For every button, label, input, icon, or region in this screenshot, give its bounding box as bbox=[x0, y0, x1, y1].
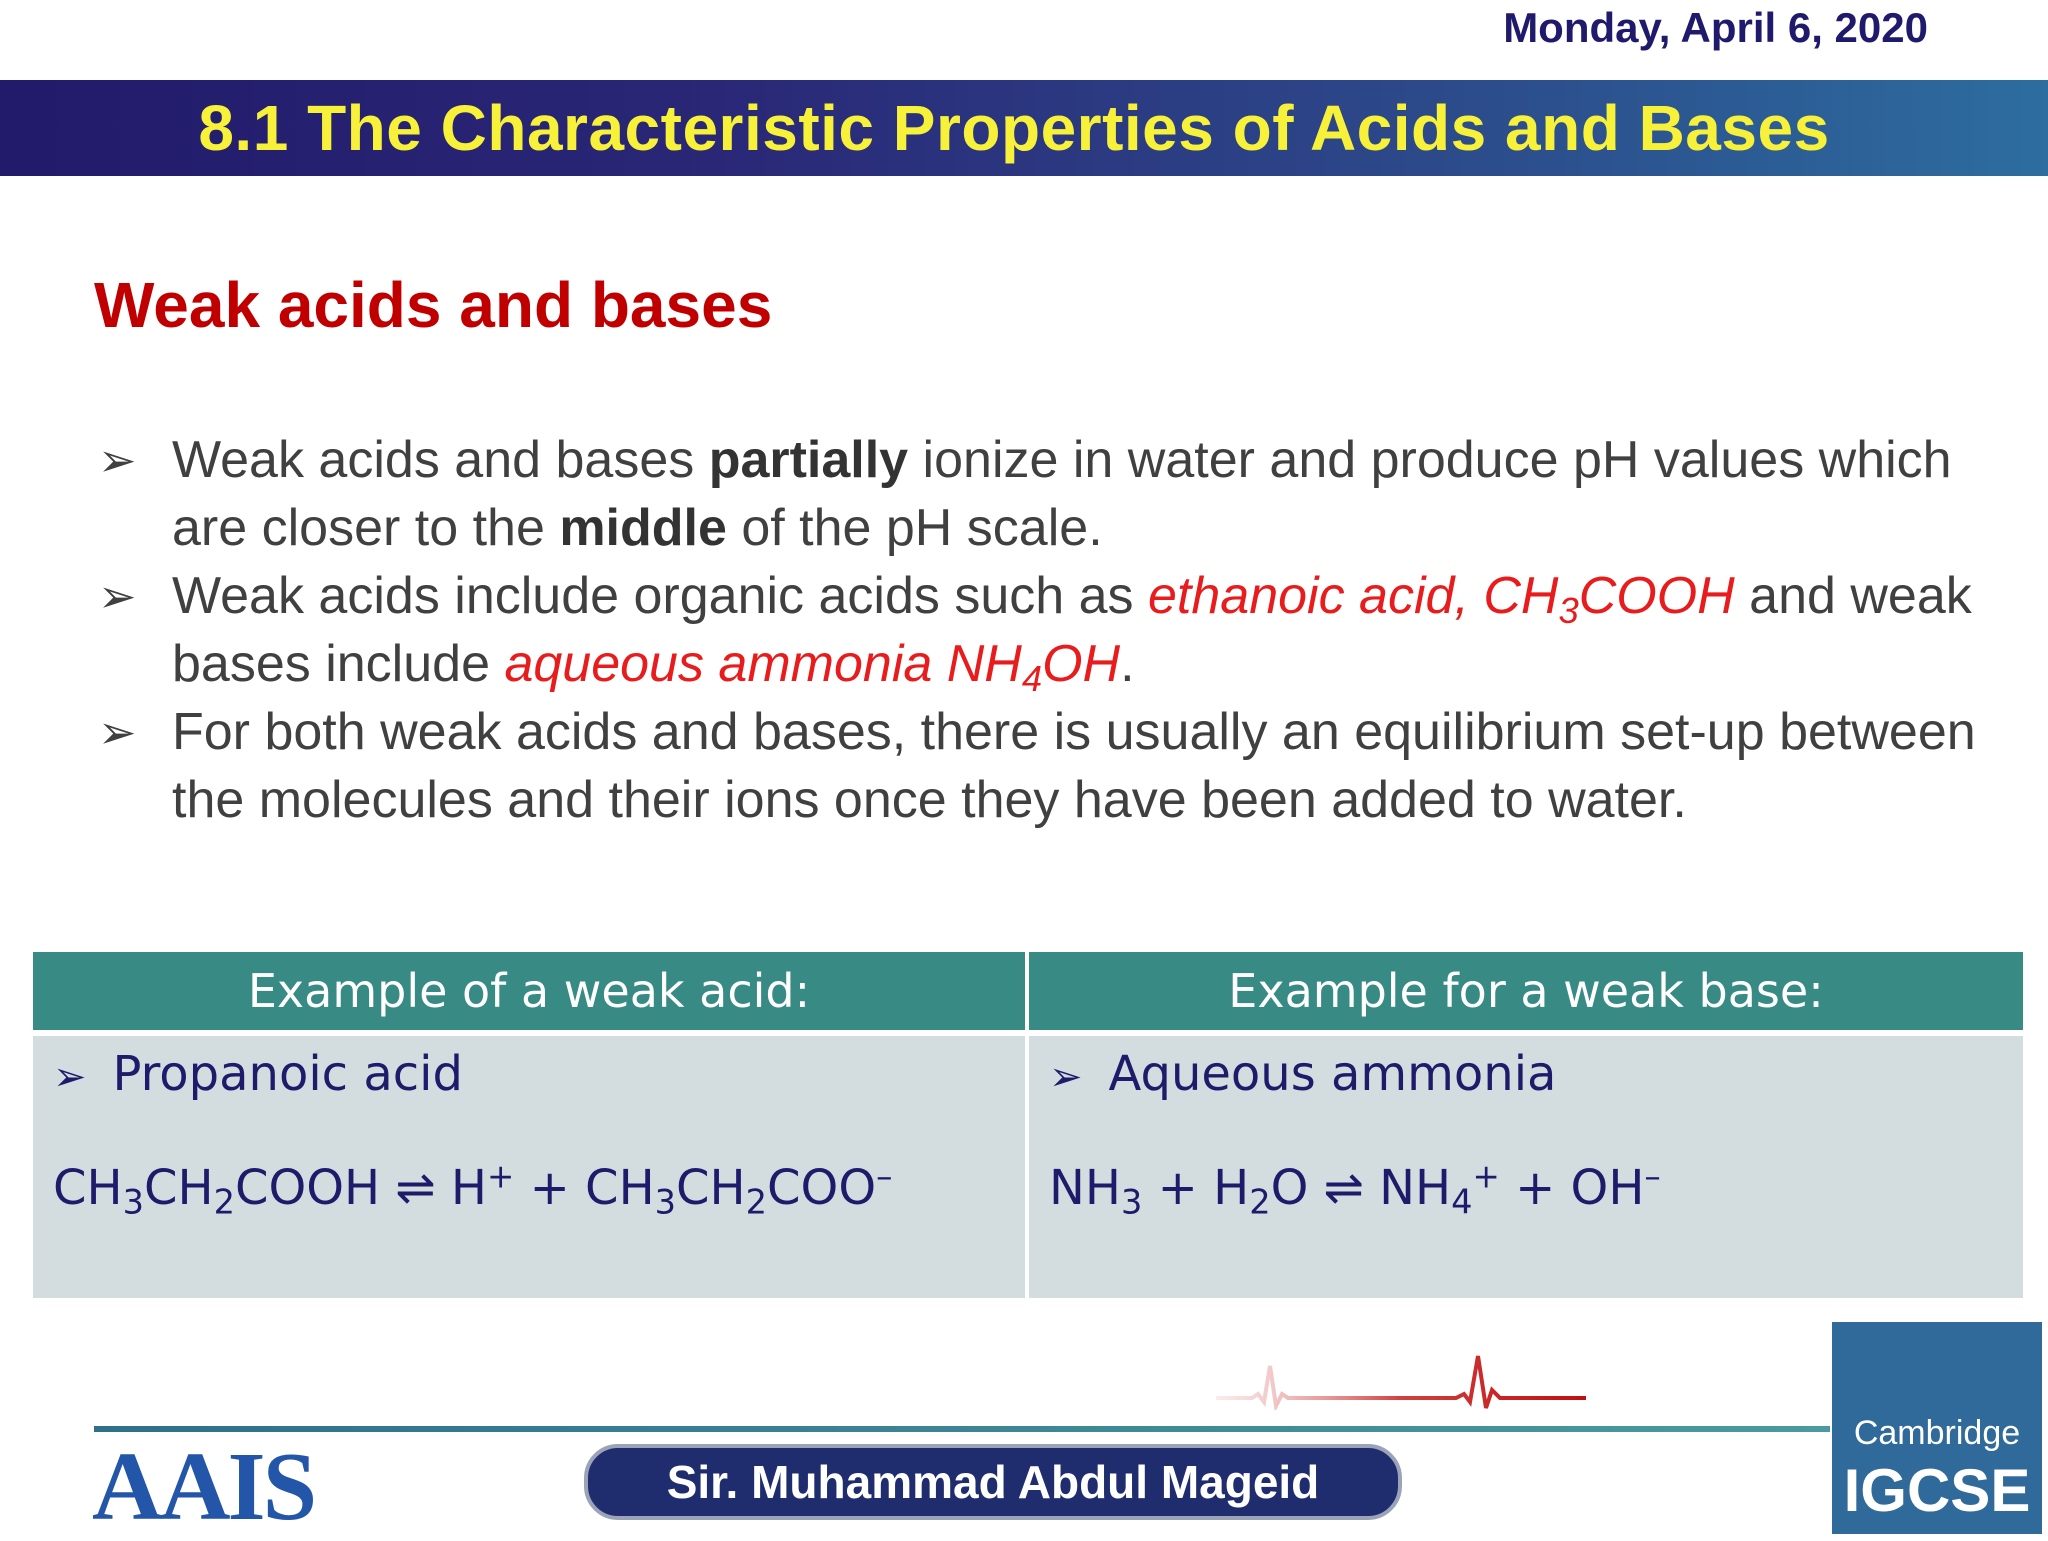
aais-logo: AAIS bbox=[92, 1433, 315, 1541]
presenter-name-text: Sir. Muhammad Abdul Mageid bbox=[666, 1456, 1320, 1508]
base-example-item bbox=[1049, 1046, 1556, 1102]
highlight-text-part: OH bbox=[1042, 635, 1121, 693]
bullet-item bbox=[96, 426, 2026, 562]
bullet-text: . bbox=[1120, 635, 1135, 693]
badge-line-1: Cambridge bbox=[1853, 1414, 2021, 1452]
emphasis-text: partially bbox=[708, 431, 909, 489]
title-bar bbox=[0, 80, 2048, 176]
arrow-bullet-icon: ➢ bbox=[98, 570, 137, 622]
highlight-text bbox=[504, 635, 1121, 700]
arrow-bullet-icon: ➢ bbox=[53, 1054, 87, 1100]
footer-divider bbox=[94, 1426, 1830, 1432]
acid-equation: $CH_3CH_2COOH$ ⇌ $H^+ + CH_3CH_2COO^-$ bbox=[53, 1157, 893, 1222]
slide-date: Monday, April 6, 2020 bbox=[1503, 4, 1928, 51]
bullet-text: and weak bases include bbox=[172, 567, 1972, 693]
arrow-bullet-icon: ➢ bbox=[1049, 1054, 1083, 1100]
bullet-text: of the pH scale. bbox=[726, 499, 1103, 557]
badge-line-2: IGCSE bbox=[1843, 1457, 2031, 1524]
highlight-text bbox=[1148, 567, 1735, 632]
base-example-label: Aqueous ammonia bbox=[1108, 1046, 1557, 1102]
acid-example-item bbox=[53, 1046, 463, 1102]
table-cell-base bbox=[1029, 1036, 2023, 1298]
emphasis-text: middle bbox=[559, 499, 727, 557]
highlight-text-part: aqueous ammonia NH bbox=[504, 635, 1022, 693]
bullet-text: Weak acids include organic acids such as bbox=[172, 567, 1148, 625]
acid-example-label: Propanoic acid bbox=[112, 1046, 463, 1102]
arrow-bullet-icon: ➢ bbox=[98, 706, 137, 758]
subscript: 4 bbox=[1021, 658, 1043, 700]
bullet-list bbox=[96, 426, 2026, 834]
table-header-acid: Example of a weak acid: bbox=[33, 952, 1025, 1030]
bullet-item bbox=[96, 698, 2026, 834]
bullet-item bbox=[96, 562, 2026, 698]
table-header-base: Example for a weak base: bbox=[1029, 952, 2023, 1030]
highlight-text-part: COOH bbox=[1578, 567, 1735, 625]
arrow-bullet-icon: ➢ bbox=[98, 434, 137, 486]
bullet-text: Weak acids and bases bbox=[172, 431, 709, 489]
presenter-name bbox=[584, 1444, 1402, 1520]
section-heading: Weak acids and bases bbox=[94, 269, 773, 341]
bullet-text: ionize in water and produce pH values which are closer to the bbox=[172, 431, 1952, 557]
examples-table bbox=[33, 952, 2023, 1298]
highlight-text-part: ethanoic acid, CH bbox=[1148, 567, 1559, 625]
table-cell-acid bbox=[33, 1036, 1025, 1298]
subscript: 3 bbox=[1558, 590, 1579, 632]
heartbeat-line-icon bbox=[1216, 1350, 1586, 1410]
slide-title: 8.1 The Characteristic Properties of Acids and Bases bbox=[198, 92, 1830, 164]
cambridge-igcse-badge bbox=[1832, 1322, 2042, 1534]
bullet-text: For both weak acids and bases, there is usually an equilibrium set-up between the molecules and their ions once they have been added to water. bbox=[172, 703, 1976, 829]
base-equation: $NH_3 + H_2O$ ⇌ $NH_4^+ + OH^-$ bbox=[1049, 1157, 1661, 1222]
